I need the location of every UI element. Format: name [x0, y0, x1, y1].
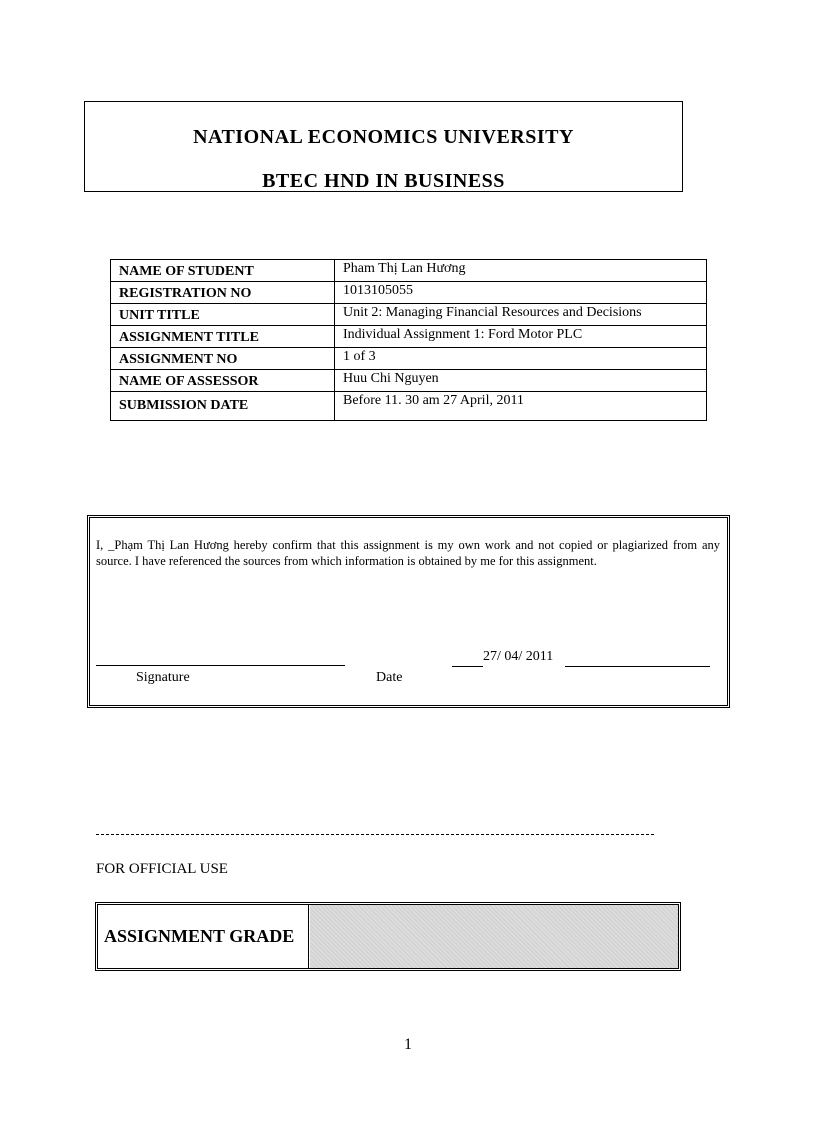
date-value: 27/ 04/ 2011: [483, 649, 554, 664]
table-row: [111, 392, 707, 421]
submission-date-value: Before 11. 30 am 27 April, 2011: [335, 392, 707, 421]
declaration-text: I, _Phạm Thị Lan Hương hereby confirm that this assignment is my own work and not copied or plagiarized from any source. I have referenced the sources from which information is obtained by me for this assignment.: [96, 538, 720, 568]
table-row: [111, 370, 707, 392]
declaration-box: [87, 515, 730, 708]
assignment-no-value: 1 of 3: [335, 348, 707, 370]
assignment-title-label: ASSIGNMENT TITLE: [111, 326, 335, 348]
date-underline-left: [452, 665, 483, 667]
signature-line: [96, 665, 345, 666]
assignment-grade-field: [310, 905, 678, 968]
registration-no-label: REGISTRATION NO: [111, 282, 335, 304]
submission-date-label: SUBMISSION DATE: [111, 392, 335, 421]
table-row: [111, 304, 707, 326]
cut-line-divider: [96, 834, 654, 835]
header-box: [84, 101, 683, 192]
date-underline-right: [565, 665, 710, 667]
assignment-no-label: ASSIGNMENT NO: [111, 348, 335, 370]
table-row: [111, 326, 707, 348]
table-row: [111, 282, 707, 304]
assessor-name-label: NAME OF ASSESSOR: [111, 370, 335, 392]
official-use-heading: FOR OFFICIAL USE: [96, 861, 228, 877]
assignment-title-value: Individual Assignment 1: Ford Motor PLC: [335, 326, 707, 348]
program-name: BTEC HND IN BUSINESS: [262, 170, 505, 192]
student-name-value: Pham Thị Lan Hương: [335, 260, 707, 282]
assignment-grade-label: ASSIGNMENT GRADE: [98, 905, 309, 968]
unit-title-label: UNIT TITLE: [111, 304, 335, 326]
university-name: NATIONAL ECONOMICS UNIVERSITY: [193, 126, 574, 148]
assessor-name-value: Huu Chi Nguyen: [335, 370, 707, 392]
unit-title-value: Unit 2: Managing Financial Resources and Decisions: [335, 304, 707, 326]
table-row: [111, 348, 707, 370]
registration-no-value: 1013105055: [335, 282, 707, 304]
student-name-label: NAME OF STUDENT: [111, 260, 335, 282]
signature-label: Signature: [136, 670, 190, 685]
student-info-table: [110, 259, 707, 421]
assignment-grade-box: [95, 902, 681, 971]
table-row: [111, 260, 707, 282]
date-field: [452, 649, 710, 667]
date-label: Date: [376, 670, 403, 685]
page-number: 1: [404, 1036, 412, 1053]
